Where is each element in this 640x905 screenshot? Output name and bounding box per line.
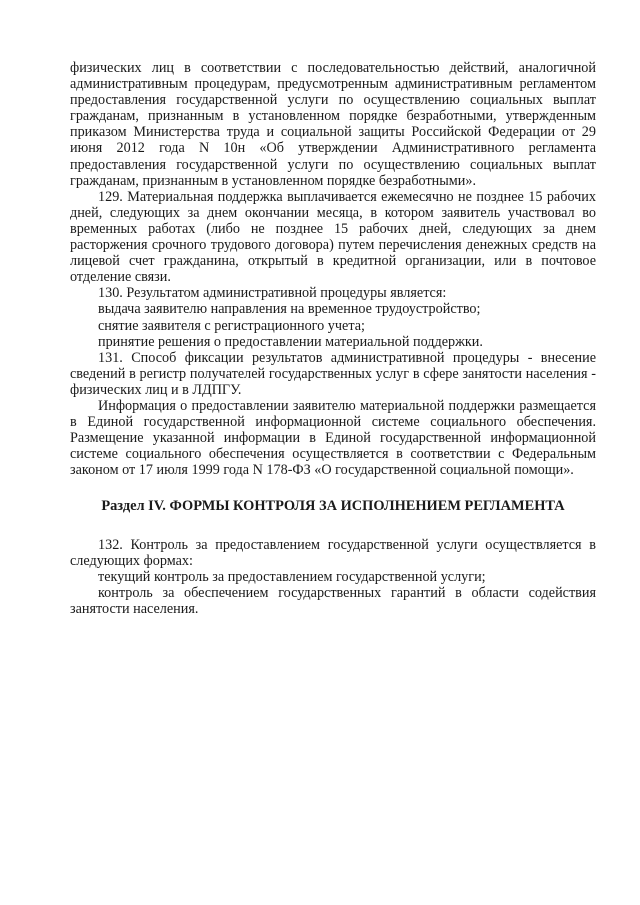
list-item-current-control: текущий контроль за предоставлением государственной услуги;	[98, 568, 486, 585]
paragraph-continuation: физических лиц в соответствии с последовательностью действий, аналогичной административным процедурам, предусмотренным административным регламентом предоставления государственной услуги по осуществлению социальных выплат гражданам, признанным в установленном порядке безработными, утвержденным приказом Министерства труда и социальной защиты Российской Федерации от 29 июня 2012 года N 10н «Об утверждении Административного регламента предоставления государственной услуги по осуществлению социальных выплат гражданам, признанным в установленном порядке безработными».	[70, 60, 596, 189]
list-item-support-decision: принятие решения о предоставлении материальной поддержки.	[98, 333, 483, 350]
list-item-guarantee-control: контроль за обеспечением государственных гарантий в области содействия занятости населения.	[70, 584, 596, 617]
paragraph-information: Информация о предоставлении заявителю материальной поддержки размещается в Единой государственной информационной системе социального обеспечения. Размещение указанной информации в Единой государственной информационной системе социального обеспечения осуществляется в соответствии с Федеральным законом от 17 июля 1999 года N 178-ФЗ «О государственной социальной помощи».	[70, 397, 596, 479]
paragraph-item-129: 129. Материальная поддержка выплачивается ежемесячно не позднее 15 рабочих дней, следующих за днем окончании месяца, в котором заявитель участвовал во временных работах (либо не позднее 15 рабочих дней, следующих за днем расторжения срочного трудового договора) путем перечисления денежных средств на лицевой счет гражданина, открытый в кредитной организации, или в почтовое отделение связи.	[70, 188, 596, 286]
list-item-referral: выдача заявителю направления на временное трудоустройство;	[98, 301, 481, 318]
section-heading: Раздел IV. ФОРМЫ КОНТРОЛЯ ЗА ИСПОЛНЕНИЕМ РЕГЛАМЕНТА	[101, 498, 565, 515]
paragraph-item-132: 132. Контроль за предоставлением государственной услуги осуществляется в следующих формах:	[70, 536, 596, 569]
paragraph-item-130: 130. Результатом административной процедуры является:	[98, 285, 447, 302]
document-page	[70, 60, 596, 617]
paragraph-item-131: 131. Способ фиксации результатов административной процедуры - внесение сведений в регистр получателей государственных услуг в сфере занятости населения - физических лиц и в ЛДПГУ.	[70, 349, 596, 398]
list-item-deregistration: снятие заявителя с регистрационного учета;	[98, 317, 365, 334]
